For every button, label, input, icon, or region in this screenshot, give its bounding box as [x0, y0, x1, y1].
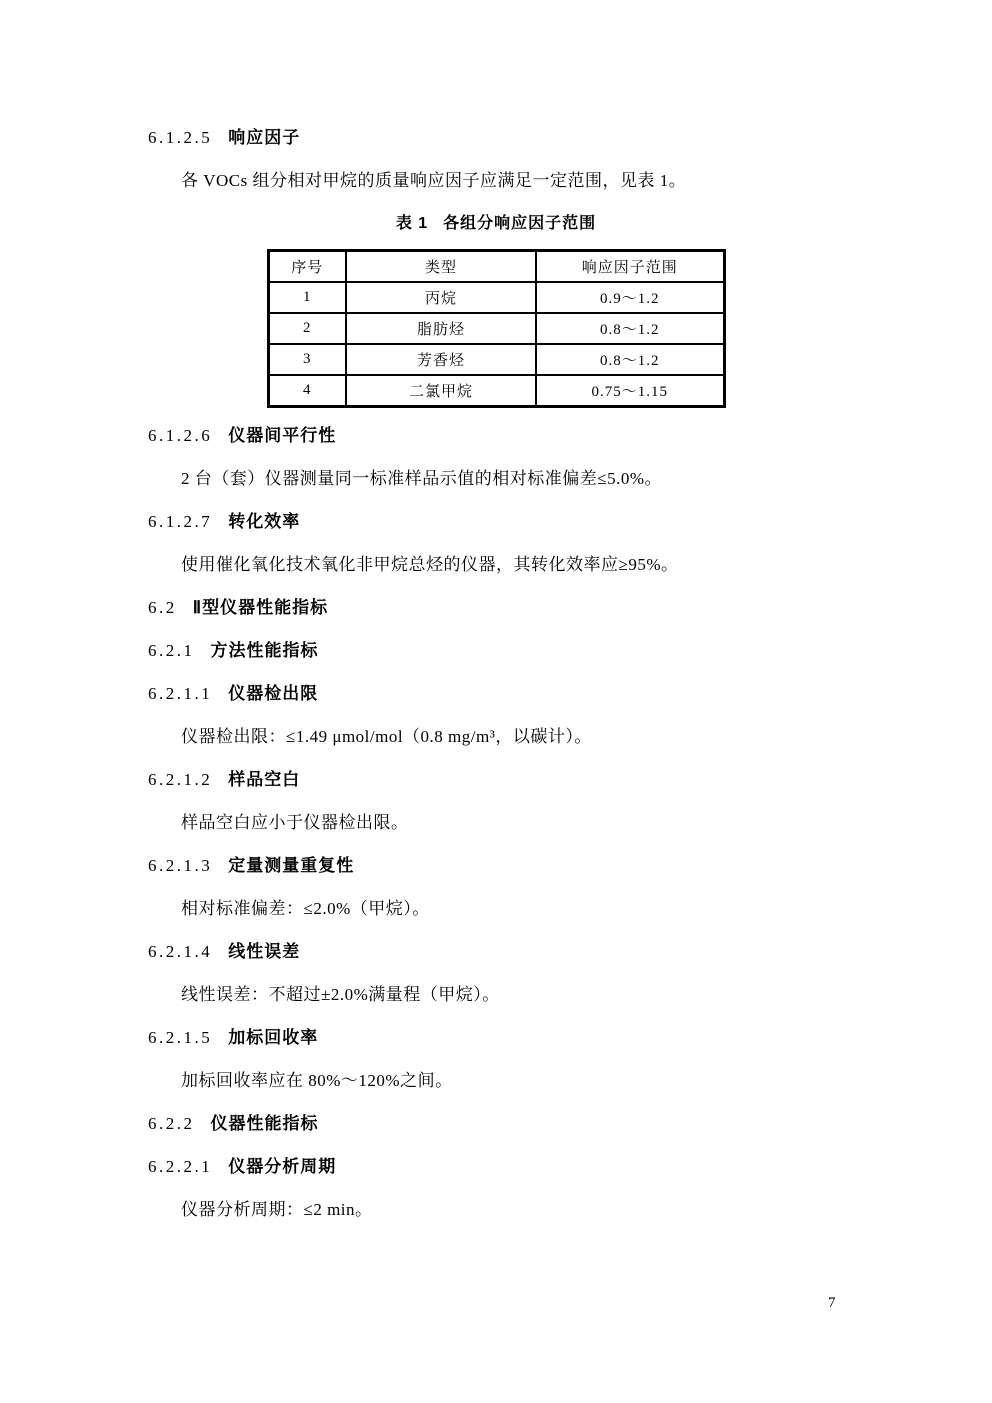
- table-caption: [0, 202, 992, 245]
- table-caption-label: 表 1: [395, 214, 429, 232]
- clause-heading-6-2-1-3: [0, 844, 992, 887]
- clause-number: 6.2.2.1: [148, 1157, 213, 1176]
- table-header-range: 响应因子范围: [536, 251, 724, 283]
- table-cell-seq: 3: [268, 344, 346, 375]
- clause-heading-6-1-2-6: [0, 414, 992, 457]
- body-paragraph: [0, 1059, 992, 1102]
- table-row: [268, 344, 724, 375]
- table-header-row: [268, 251, 724, 283]
- table-row: [268, 313, 724, 344]
- clause-title: 定量测量重复性: [228, 856, 355, 875]
- clause-title: 样品空白: [228, 770, 301, 789]
- body-paragraph: [0, 887, 992, 930]
- clause-heading-6-2-2: [0, 1102, 992, 1145]
- table-row: [268, 282, 724, 313]
- paragraph-text: 加标回收率应在 80%～120%之间。: [181, 1071, 453, 1090]
- table-row: [268, 375, 724, 407]
- table-cell-type: 脂肪烃: [346, 313, 536, 344]
- clause-number: 6.2.1.2: [148, 770, 213, 789]
- paragraph-text: 使用催化氧化技术氧化非甲烷总烃的仪器，其转化效率应≥95%。: [181, 555, 679, 574]
- clause-number: 6.1.2.6: [148, 426, 213, 445]
- clause-title: 方法性能指标: [210, 641, 319, 660]
- table-caption-title: 各组分响应因子范围: [443, 214, 597, 232]
- table-cell-type: 芳香烃: [346, 344, 536, 375]
- clause-heading-6-2-2-1: [0, 1145, 992, 1188]
- clause-number: 6.2.1.5: [148, 1028, 213, 1047]
- clause-heading-6-1-2-5: [0, 116, 992, 159]
- table-cell-seq: 2: [268, 313, 346, 344]
- paragraph-text: 样品空白应小于仪器检出限。: [181, 813, 409, 832]
- clause-heading-6-2: [0, 586, 992, 629]
- body-paragraph: [0, 715, 992, 758]
- paragraph-text: 2 台（套）仪器测量同一标准样品示值的相对标准偏差≤5.0%。: [181, 469, 662, 488]
- clause-number: 6.1.2.7: [148, 512, 213, 531]
- body-paragraph: [0, 973, 992, 1016]
- clause-title: Ⅱ型仪器性能指标: [192, 598, 329, 617]
- table-cell-range: 0.9～1.2: [536, 282, 724, 313]
- paragraph-text: 仪器分析周期：≤2 min。: [181, 1200, 373, 1219]
- clause-title: 加标回收率: [228, 1028, 319, 1047]
- body-paragraph: [0, 801, 992, 844]
- body-paragraph: [0, 159, 992, 202]
- paragraph-text: 相对标准偏差：≤2.0%（甲烷）。: [181, 899, 430, 918]
- clause-number: 6.2: [148, 598, 177, 617]
- paragraph-text: 线性误差：不超过±2.0%满量程（甲烷）。: [181, 985, 500, 1004]
- clause-number: 6.2.1.1: [148, 684, 213, 703]
- clause-heading-6-2-1-5: [0, 1016, 992, 1059]
- page-number: 7: [828, 1295, 836, 1311]
- table-cell-seq: 1: [268, 282, 346, 313]
- clause-heading-6-2-1-2: [0, 758, 992, 801]
- body-paragraph: [0, 457, 992, 500]
- clause-number: 6.2.1: [148, 641, 195, 660]
- clause-heading-6-2-1: [0, 629, 992, 672]
- clause-title: 转化效率: [228, 512, 301, 531]
- clause-heading-6-2-1-1: [0, 672, 992, 715]
- clause-title: 仪器分析周期: [228, 1157, 337, 1176]
- table-cell-type: 二氯甲烷: [346, 375, 536, 407]
- clause-number: 6.2.2: [148, 1114, 195, 1133]
- paragraph-text: 各 VOCs 组分相对甲烷的质量响应因子应满足一定范围，见表 1。: [181, 171, 687, 190]
- response-factor-table: [267, 249, 726, 408]
- table-cell-range: 0.8～1.2: [536, 313, 724, 344]
- table-cell-seq: 4: [268, 375, 346, 407]
- paragraph-text: 仪器检出限：≤1.49 μmol/mol（0.8 mg/m³，以碳计）。: [181, 727, 592, 746]
- clause-number: 6.2.1.4: [148, 942, 213, 961]
- clause-title: 线性误差: [228, 942, 301, 961]
- clause-title: 仪器检出限: [228, 684, 319, 703]
- table-cell-range: 0.8～1.2: [536, 344, 724, 375]
- table-header-seq: 序号: [268, 251, 346, 283]
- clause-heading-6-2-1-4: [0, 930, 992, 973]
- clause-title: 仪器间平行性: [228, 426, 337, 445]
- table-cell-range: 0.75～1.15: [536, 375, 724, 407]
- table-cell-type: 丙烷: [346, 282, 536, 313]
- clause-number: 6.1.2.5: [148, 128, 213, 147]
- clause-number: 6.2.1.3: [148, 856, 213, 875]
- clause-title: 仪器性能指标: [210, 1114, 319, 1133]
- clause-heading-6-1-2-7: [0, 500, 992, 543]
- table-header-type: 类型: [346, 251, 536, 283]
- clause-title: 响应因子: [228, 128, 301, 147]
- body-paragraph: [0, 1188, 992, 1231]
- body-paragraph: [0, 543, 992, 586]
